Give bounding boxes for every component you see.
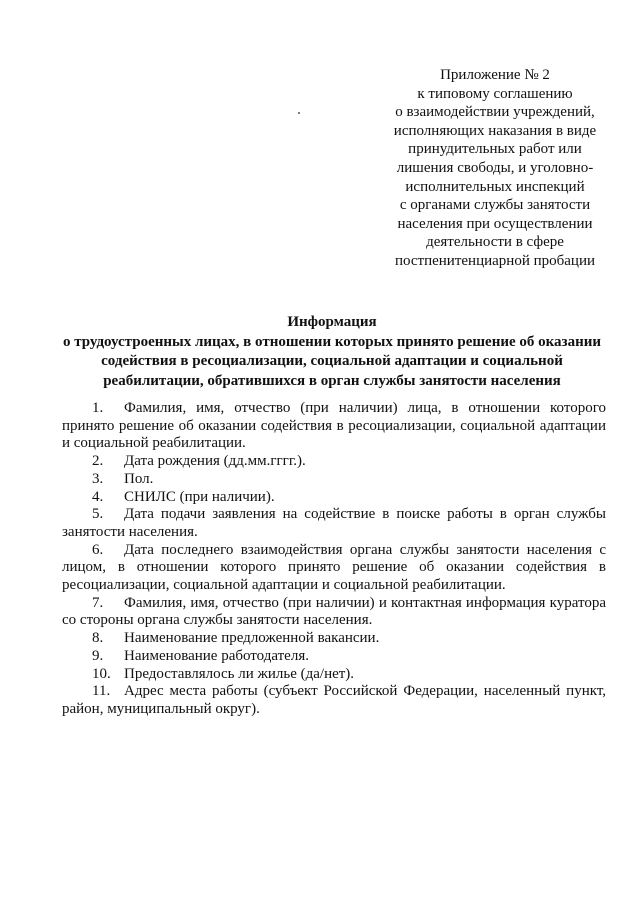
appendix-line: Приложение № 2 <box>440 67 550 83</box>
item-text: Наименование предложенной вакансии. <box>124 630 380 647</box>
appendix-line: принудительных работ или <box>408 141 582 158</box>
list-item <box>62 630 606 648</box>
title-line: содействия в ресоциализации, социальной адаптации и социальной <box>101 353 563 369</box>
item-number: 8. <box>92 630 104 647</box>
item-number: 9. <box>92 647 104 664</box>
item-number: 7. <box>92 594 104 611</box>
item-text: Предоставлялось ли жилье (да/нет). <box>124 665 355 682</box>
item-text: Дата последнего взаимодействия органа службы занятости населения с лицом, в отношении которого принято решение об оказании содействия в ресоциализации, социальной адаптации и социальной реабилитации. <box>62 541 606 594</box>
title-line: реабилитации, обратившихся в орган службы занятости населения <box>103 372 561 389</box>
appendix-line: с органами службы занятости <box>399 197 591 214</box>
item-text: Фамилия, имя, отчество (при наличии) и контактная информация куратора со стороны органа службы занятости населения. <box>62 594 606 629</box>
list-item <box>62 542 606 595</box>
title-heading: Информация <box>287 314 377 330</box>
list-item <box>62 683 606 718</box>
item-text: Пол. <box>124 470 154 487</box>
scan-speck <box>298 112 300 114</box>
list-item <box>62 471 606 489</box>
appendix-line: исполнительных инспекций <box>405 178 585 195</box>
document-title <box>52 313 612 391</box>
item-text: Адрес места работы (субъект Российской Федерации, населенный пункт, район, муниципальный округ). <box>62 683 606 717</box>
list-item <box>62 595 606 630</box>
item-number: 5. <box>92 506 104 523</box>
item-text: Дата подачи заявления на содействие в поиске работы в орган службы занятости населения. <box>62 506 606 540</box>
item-number: 11. <box>92 683 111 700</box>
appendix-line: о взаимодействии учреждений, <box>395 104 595 121</box>
list-item <box>62 400 606 453</box>
appendix-line: лишения свободы, и уголовно- <box>396 159 594 176</box>
appendix-line: постпенитенциарной пробации <box>394 252 595 269</box>
item-number: 1. <box>92 400 104 416</box>
appendix-line: населения при осуществлении <box>397 215 593 232</box>
title-line: о трудоустроенных лицах, в отношении которых принято решение об оказании <box>62 333 602 350</box>
list-item <box>62 666 606 684</box>
item-text: СНИЛС (при наличии). <box>124 488 275 505</box>
item-text: Дата рождения (дд.мм.гггг.). <box>124 453 306 470</box>
item-text: Наименование работодателя. <box>124 647 309 664</box>
item-text: Фамилия, имя, отчество (при наличии) лица, в отношении которого принято решение об оказании содействия в ресоциализации, социальной адаптации и социальной реабилитации. <box>62 400 606 452</box>
appendix-note <box>380 66 610 271</box>
appendix-line: к типовому соглашению <box>417 85 573 102</box>
list-item <box>62 489 606 507</box>
item-number: 4. <box>92 488 104 505</box>
appendix-line: деятельности в сфере <box>426 234 564 251</box>
item-number: 3. <box>92 470 104 487</box>
item-number: 6. <box>92 541 104 558</box>
appendix-line: исполняющих наказания в виде <box>393 122 597 139</box>
items-list <box>62 400 606 719</box>
list-item <box>62 648 606 666</box>
item-number: 2. <box>92 453 104 470</box>
list-item <box>62 506 606 541</box>
list-item <box>62 453 606 471</box>
item-number: 10. <box>92 665 111 682</box>
